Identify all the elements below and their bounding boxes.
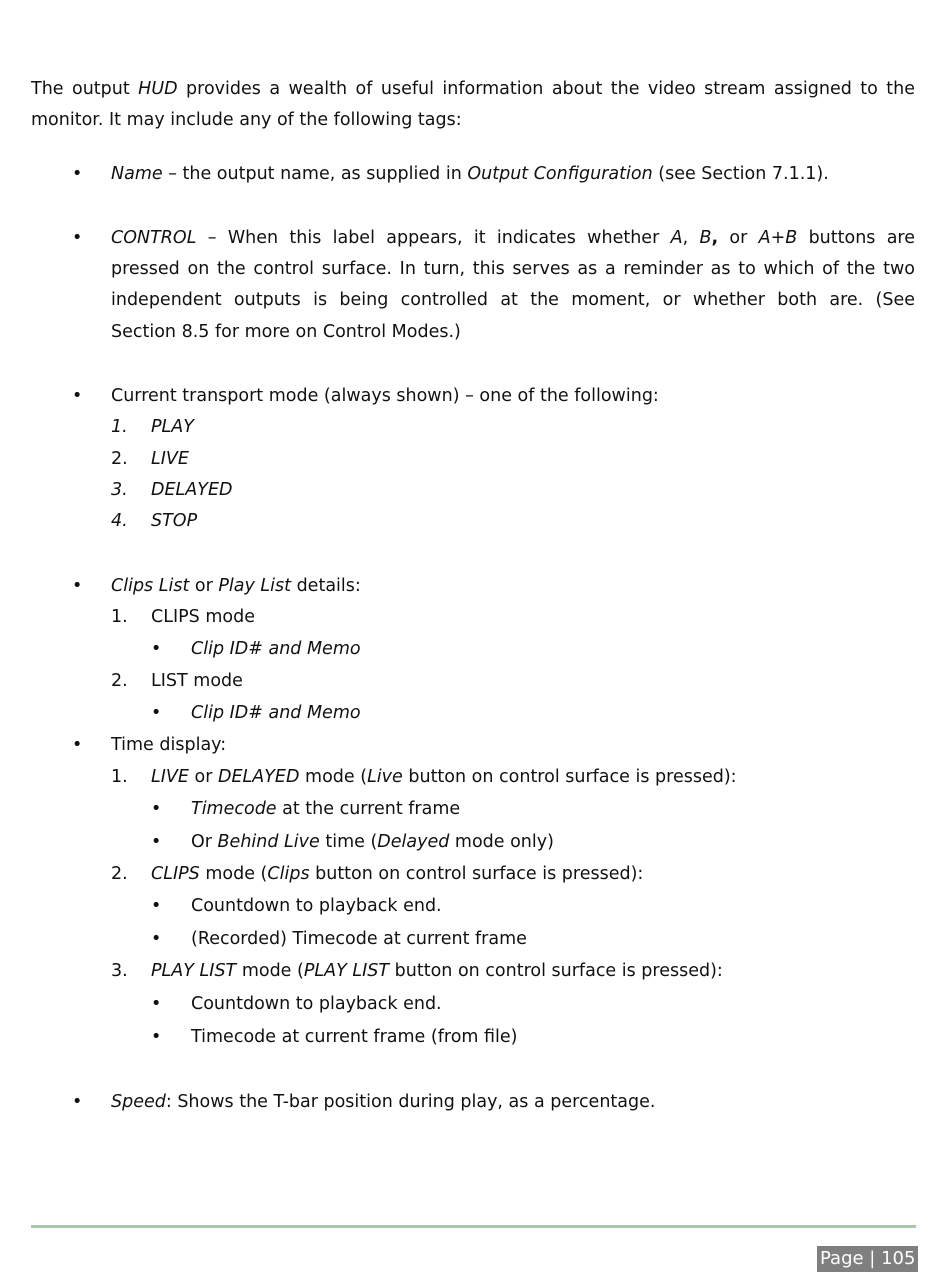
clips-heading: Clips List or Play List details:: [111, 575, 361, 596]
time-mode: 3. PLAY LIST mode (PLAY LIST button on control surface is pressed):: [111, 961, 723, 982]
time-detail: • Timecode at the current frame: [151, 793, 915, 826]
bullet-icon: •: [151, 1026, 162, 1047]
bullet-icon: •: [72, 386, 83, 407]
document-body: [31, 74, 915, 1118]
control-line-3: independent outputs is being controlled at the moment, or whether both are. (See: [111, 290, 915, 311]
clips-mode-sub: • Clip ID# and Memo: [111, 633, 915, 666]
time-detail: • Or Behind Live time (Delayed mode only): [151, 826, 915, 859]
control-line-4: Section 8.5 for more on Control Modes.): [111, 321, 461, 342]
bullet-icon: •: [151, 993, 162, 1014]
list-item-time-display: [31, 730, 915, 1053]
bullet-icon: •: [72, 735, 83, 756]
list-item-control: [31, 223, 915, 348]
time-detail: • Timecode at current frame (from file): [151, 1021, 915, 1054]
bullet-icon: •: [151, 703, 162, 724]
clips-mode-sub: • Clip ID# and Memo: [111, 697, 915, 730]
clips-mode: 1. CLIPS mode: [111, 606, 255, 627]
intro-paragraph: [31, 74, 915, 137]
time-detail: • (Recorded) Timecode at current frame: [151, 923, 915, 956]
transport-heading: Current transport mode (always shown) – one of the following:: [111, 386, 659, 407]
bullet-icon: •: [151, 929, 162, 950]
control-line-1: CONTROL – When this label appears, it indicates whether A, B, or A+B buttons are: [111, 227, 916, 248]
time-mode: 2. CLIPS mode (Clips button on control surface is pressed):: [111, 864, 644, 885]
bullet-icon: •: [151, 639, 162, 660]
control-line-2: pressed on the control surface. In turn, this serves as a reminder as to which of the two: [111, 259, 915, 280]
list-item-clips: [31, 571, 915, 731]
hud-term: HUD: [138, 79, 178, 99]
transport-mode: 1. PLAY: [111, 417, 194, 438]
bullet-icon: •: [151, 896, 162, 917]
transport-mode: 3. DELAYED: [111, 479, 233, 500]
bullet-icon: •: [72, 163, 83, 184]
intro-line-1: The output HUD provides a wealth of useful information about the video stream assigned to the: [31, 79, 915, 99]
time-detail: • Countdown to playback end.: [151, 890, 915, 923]
intro-line-2: monitor. It may include any of the following tags:: [31, 110, 462, 131]
bullet-icon: •: [72, 1091, 83, 1112]
bullet-icon: •: [151, 832, 162, 853]
time-mode: 1. LIVE or DELAYED mode (Live button on control surface is pressed):: [111, 766, 737, 787]
list-item-speed: • Speed: Shows the T-bar position during play, as a percentage.: [31, 1087, 915, 1118]
list-item-name: • Name – the output name, as supplied in Output Configuration (see Section 7.1.1).: [31, 159, 915, 190]
page-number: Page | 105: [817, 1246, 918, 1272]
bullet-icon: •: [72, 575, 83, 596]
time-detail: • Countdown to playback end.: [151, 988, 915, 1021]
clips-mode: 2. LIST mode: [111, 671, 243, 692]
time-heading: Time display:: [111, 735, 227, 756]
list-item-transport: [31, 381, 915, 537]
footer-rule: [31, 1225, 916, 1228]
bullet-icon: •: [151, 799, 162, 820]
transport-mode: 2. LIVE: [111, 448, 189, 469]
bullet-icon: •: [72, 227, 83, 248]
transport-mode: 4. STOP: [111, 511, 198, 532]
